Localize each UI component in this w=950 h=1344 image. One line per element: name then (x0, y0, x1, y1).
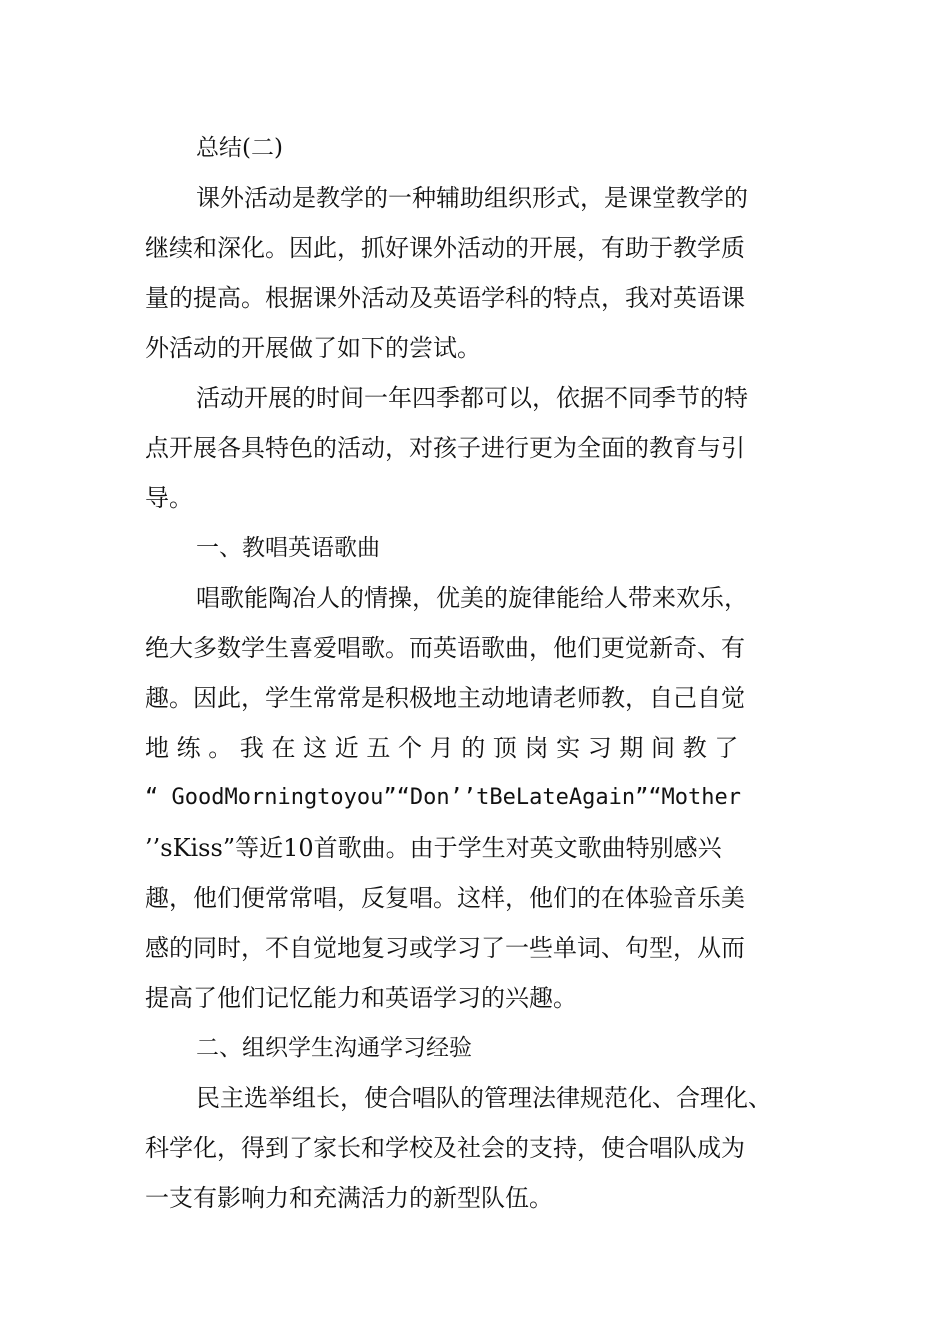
paragraph-line: 民主选举组长，使合唱队的管理法律规范化、合理化、 (196, 1084, 772, 1112)
paragraph-line-english: “ GoodMorningtoyou”“Don’’tBeLateAgain”“Mother (145, 785, 742, 810)
paragraph-line: 活动开展的时间一年四季都可以，依据不同季节的特 (196, 384, 748, 412)
paragraph-line: 趣。因此，学生常常是积极地主动地请老师教，自己自觉 (145, 684, 745, 712)
paragraph-line: 量的提高。根据课外活动及英语学科的特点，我对英语课 (145, 284, 745, 312)
paragraph-line: 外活动的开展做了如下的尝试。 (145, 334, 481, 362)
paragraph-line: ’’sKiss”等近10首歌曲。由于学生对英文歌曲特别感兴 (145, 834, 722, 862)
paragraph-line: 一支有影响力和充满活力的新型队伍。 (145, 1184, 553, 1212)
paragraph-line: 课外活动是教学的一种辅助组织形式，是课堂教学的 (196, 184, 748, 212)
paragraph-line: 科学化，得到了家长和学校及社会的支持，使合唱队成为 (145, 1134, 745, 1162)
paragraph-line: 点开展各具特色的活动，对孩子进行更为全面的教育与引 (145, 434, 745, 462)
section-heading: 一、教唱英语歌曲 (196, 535, 380, 561)
section-title: 总结(二) (196, 135, 283, 161)
paragraph-line: 继续和深化。因此，抓好课外活动的开展，有助于教学质 (145, 234, 745, 262)
paragraph-line: 导。 (145, 484, 193, 512)
paragraph-line: 趣，他们便常常唱，反复唱。这样，他们的在体验音乐美 (145, 884, 745, 912)
paragraph-line: 唱歌能陶冶人的情操，优美的旋律能给人带来欢乐， (196, 584, 748, 612)
paragraph-line: 绝大多数学生喜爱唱歌。而英语歌曲，他们更觉新奇、有 (145, 634, 745, 662)
paragraph-line: 地 练 。 我 在 这 近 五 个 月 的 顶 岗 实 习 期 间 教 了 (145, 734, 739, 762)
paragraph-line: 感的同时，不自觉地复习或学习了一些单词、句型，从而 (145, 934, 745, 962)
paragraph-line: 提高了他们记忆能力和英语学习的兴趣。 (145, 984, 577, 1012)
section-heading: 二、组织学生沟通学习经验 (196, 1035, 472, 1061)
